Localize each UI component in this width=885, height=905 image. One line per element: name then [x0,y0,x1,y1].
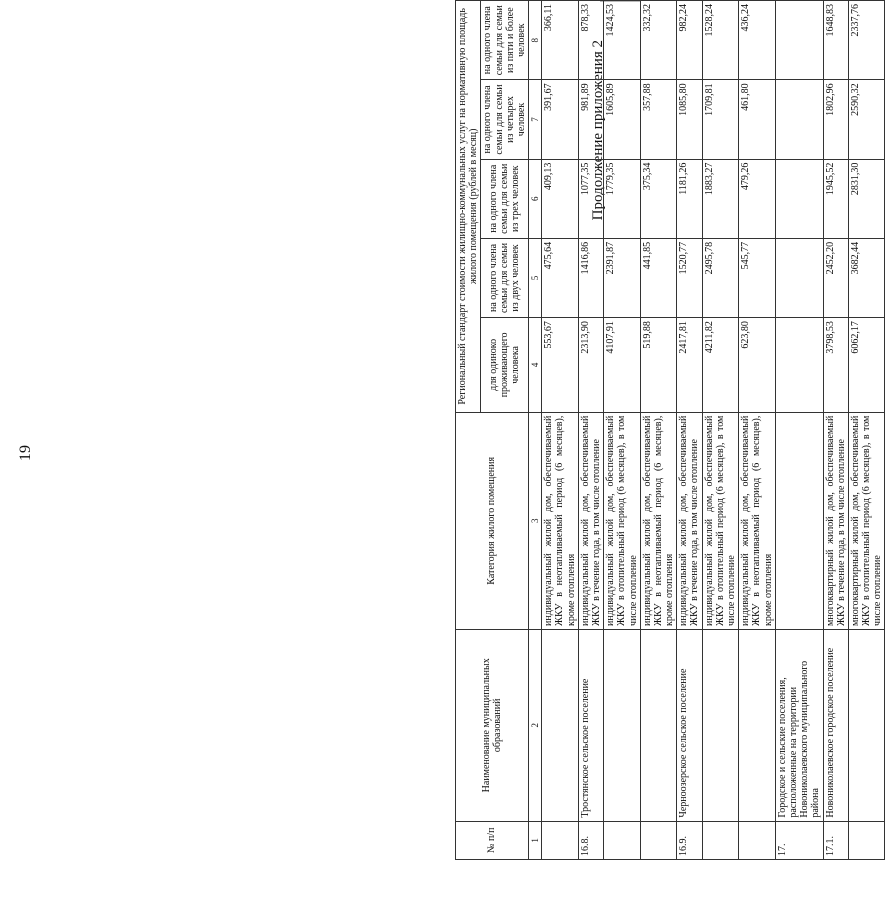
rate-value: 4107,91 [604,318,641,413]
rate-value: 1085,80 [677,80,702,159]
rate-value: 2452,20 [823,238,848,317]
rate-value: 2313,90 [578,318,603,413]
municipality-name: Черноозерское сельское поселение [677,629,702,821]
category-cell: многоквартирный жилой дом, обеспечиваемый ЖКУ в отопительный период (6 месяцев), в том числе отопление [848,412,885,629]
rate-value: 2831,30 [848,159,885,238]
col-index: 3 [529,412,542,629]
col-index: 6 [529,159,542,238]
rate-value: 1883,27 [702,159,739,238]
rate-value: 391,67 [542,80,579,159]
table-row [578,1,603,860]
rate-value: 519,88 [640,318,677,413]
header-row-1 [456,1,481,860]
rate-value [775,1,823,80]
col-index: 1 [529,821,542,859]
rate-value: 332,32 [640,1,677,80]
municipality-name: Тростянское сельское поселение [578,629,603,821]
col-index: 4 [529,318,542,413]
rate-value: 479,26 [739,159,776,238]
rate-value: 982,24 [677,1,702,80]
rate-value: 1709,81 [702,80,739,159]
rate-value: 1520,77 [677,238,702,317]
rate-value: 2590,32 [848,80,885,159]
rate-value: 1181,26 [677,159,702,238]
rate-value: 366,11 [542,1,579,80]
col-index: 7 [529,80,542,159]
rate-value: 1648,83 [823,1,848,80]
rate-value: 409,13 [542,159,579,238]
rate-value: 2417,81 [677,318,702,413]
table-row [775,1,823,860]
rate-value: 3682,44 [848,238,885,317]
municipality-name [542,629,579,821]
rate-value: 1528,24 [702,1,739,80]
table-row [604,1,641,860]
rate-value: 1077,35 [578,159,603,238]
rate-value: 461,80 [739,80,776,159]
table-row [823,1,848,860]
municipality-name [848,629,885,821]
header-c7: на одного члена семьи для семьи из четырех человек [481,80,529,159]
category-cell [775,412,823,629]
rate-value: 436,24 [739,1,776,80]
row-num: 17.1. [823,821,848,859]
rate-value: 1779,35 [604,159,641,238]
header-num: № п/п [456,821,529,859]
table-row [640,1,677,860]
rate-value: 553,67 [542,318,579,413]
rate-value: 357,88 [640,80,677,159]
municipality-name [640,629,677,821]
row-num [640,821,677,859]
table-row [677,1,702,860]
category-cell: индивидуальный жилой дом, обеспечиваемый ЖКУ в течение года, в том числе отопление [677,412,702,629]
rate-value: 1605,89 [604,80,641,159]
rate-value: 2391,87 [604,238,641,317]
rate-value [775,318,823,413]
rate-value: 623,80 [739,318,776,413]
rate-value: 375,34 [640,159,677,238]
header-c5: на одного члена семьи для семьи из двух человек [481,238,529,317]
rate-value [775,238,823,317]
table-row [848,1,885,860]
table-row [739,1,776,860]
header-group: Региональный стандарт стоимости жилищно-коммунальных услуг на нормативную площадь жилого помещения (рублей в месяц) [456,1,481,413]
category-cell: индивидуальный жилой дом, обеспечиваемый ЖКУ в неотапливаемый период (6 месяцев), кроме отопления [640,412,677,629]
rates-table [455,0,885,860]
header-category: Категория жилого помещения [456,412,529,629]
row-num [702,821,739,859]
rate-value: 1416,86 [578,238,603,317]
category-cell: индивидуальный жилой дом, обеспечиваемый ЖКУ в течение года, в том числе отопление [578,412,603,629]
rate-value: 6062,17 [848,318,885,413]
municipality-name: Городское и сельские поселения, расположенные на территории Новониколаевского муниципального района [775,629,823,821]
category-cell: индивидуальный жилой дом, обеспечиваемый ЖКУ в отопительный период (6 месяцев), в том числе отопление [604,412,641,629]
header-c8: на одного члена семьи для семьи из пяти и более человек [481,1,529,80]
page-number: 19 [17,444,34,461]
rate-value: 2495,78 [702,238,739,317]
table-row [702,1,739,860]
rate-value [775,80,823,159]
municipality-name [702,629,739,821]
col-index: 8 [529,1,542,80]
header-mo-name: Наименование муниципальных образований [456,629,529,821]
header-c6: на одного члена семьи для семьи из трех человек [481,159,529,238]
rate-value: 1945,52 [823,159,848,238]
rate-value: 3798,53 [823,318,848,413]
rate-value: 545,77 [739,238,776,317]
rate-value: 1424,53 [604,1,641,80]
rate-value: 4211,82 [702,318,739,413]
row-num [542,821,579,859]
row-num [848,821,885,859]
table-row [542,1,579,860]
row-num: 16.9. [677,821,702,859]
municipality-name: Новониколаевское городское поселение [823,629,848,821]
row-num: 16.8. [578,821,603,859]
col-index: 2 [529,629,542,821]
rate-value: 878,33 [578,1,603,80]
row-num [739,821,776,859]
row-num: 17. [775,821,823,859]
category-cell: индивидуальный жилой дом, обеспечиваемый ЖКУ в неотапливаемый период (6 месяцев), кроме отопления [542,412,579,629]
header-c4: для одиноко проживающего человека [481,318,529,413]
rate-value [775,159,823,238]
category-cell: индивидуальный жилой дом, обеспечиваемый ЖКУ в неотапливаемый период (6 месяцев), кроме отопления [739,412,776,629]
rate-value: 2337,76 [848,1,885,80]
rate-value: 981,89 [578,80,603,159]
appendix-label: Продолжение приложения 2 [590,40,606,221]
municipality-name [604,629,641,821]
rate-value: 475,64 [542,238,579,317]
column-index-row [529,1,542,860]
category-cell: индивидуальный жилой дом, обеспечиваемый ЖКУ в отопительный период (6 месяцев), в том числе отопление [702,412,739,629]
category-cell: многоквартирный жилой дом, обеспечиваемый ЖКУ в течение года, в том числе отопление [823,412,848,629]
rate-value: 441,85 [640,238,677,317]
rate-value: 1802,96 [823,80,848,159]
row-num [604,821,641,859]
col-index: 5 [529,238,542,317]
municipality-name [739,629,776,821]
